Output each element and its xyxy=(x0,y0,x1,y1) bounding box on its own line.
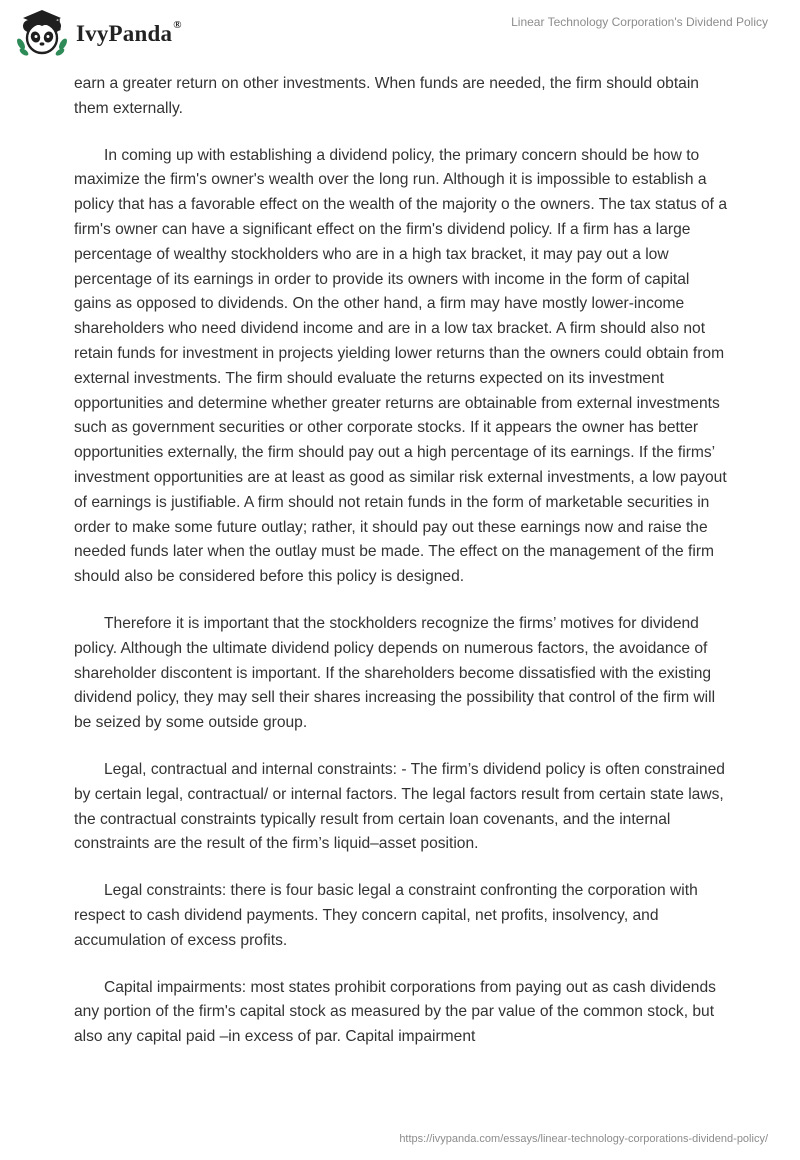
paragraph-constraints: Legal, contractual and internal constraints: - The firm’s dividend policy is often constrained by certain legal, contractual/ or internal factors. The legal factors result from certain state laws, the contractual constraints typically result from certain loan covenants, and the internal constraints are the result of the firm’s liquid–asset position. xyxy=(74,760,725,853)
brand-name xyxy=(76,21,182,47)
ivypanda-logo[interactable] xyxy=(14,6,182,62)
brand-text: IvyPanda xyxy=(76,21,173,46)
document-title: Linear Technology Corporation's Dividend Policy xyxy=(511,15,768,29)
paragraph-capital-impairments: Capital impairments: most states prohibit corporations from paying out as cash dividends any portion of the firm's capital stock as measured by the par value of the common stock, but also any capital paid –in excess of par. Capital impairment xyxy=(74,978,716,1046)
paragraph-stockholders: Therefore it is important that the stockholders recognize the firms’ motives for dividend policy. Although the ultimate dividend policy depends on numerous factors, the avoidance of shareholder discontent is important. If the shareholders become dissatisfied with the existing dividend policy, they may sell their shares increasing the possibility that control of the firm will be seized by some outside group. xyxy=(74,614,716,732)
paragraph-dividend-policy: In coming up with establishing a dividend policy, the primary concern should be how to maximize the firm's owner's wealth over the long run. Although it is impossible to establish a policy that has a favorable effect on the wealth of the majority o the owners. The tax status of a firm's owner can have a significant effect on the firm's dividend policy. If a firm has a large percentage of wealthy stockholders who are in a high tax bracket, it may pay out a low percentage of its earnings in order to provide its owners with income in the form of capital gains as opposed to dividends. On the other hand, a firm may have mostly lower-income shareholders who need dividend income and are in a low tax bracket. A firm should also not retain funds for investment in projects yielding lower returns than the owners could obtain from external investments. The firm should evaluate the returns expected on its investment opportunities and determine whether greater returns are obtainable from external investments such as government securities or other corporate stocks. If it appears the owner has better opportunities externally, the firm should pay out a high percentage of its earnings. If the firms’ investment opportunities are at least as good as similar risk external investments, a low payout of earnings is justifiable. A firm should not retain funds in the form of marketable securities in order to make some future outlay; rather, it should pay out these earnings now and raise the needed funds later when the outlay must be made. The effect on the management of the firm should also be considered before this policy is designed. xyxy=(74,146,728,586)
registered-mark: ® xyxy=(173,19,182,32)
panda-graduate-icon xyxy=(14,6,70,62)
page-header xyxy=(0,0,800,70)
paragraph-legal-constraints: Legal constraints: there is four basic legal a constraint confronting the corporation with respect to cash dividend payments. They concern capital, net profits, insolvency, and accumulation of excess profits. xyxy=(74,882,698,949)
essay-body xyxy=(74,72,728,1072)
source-url[interactable]: https://ivypanda.com/essays/linear-technology-corporations-dividend-policy/ xyxy=(399,1133,768,1145)
paragraph-continued: earn a greater return on other investments. When funds are needed, the firm should obtain them externally. xyxy=(74,75,699,117)
